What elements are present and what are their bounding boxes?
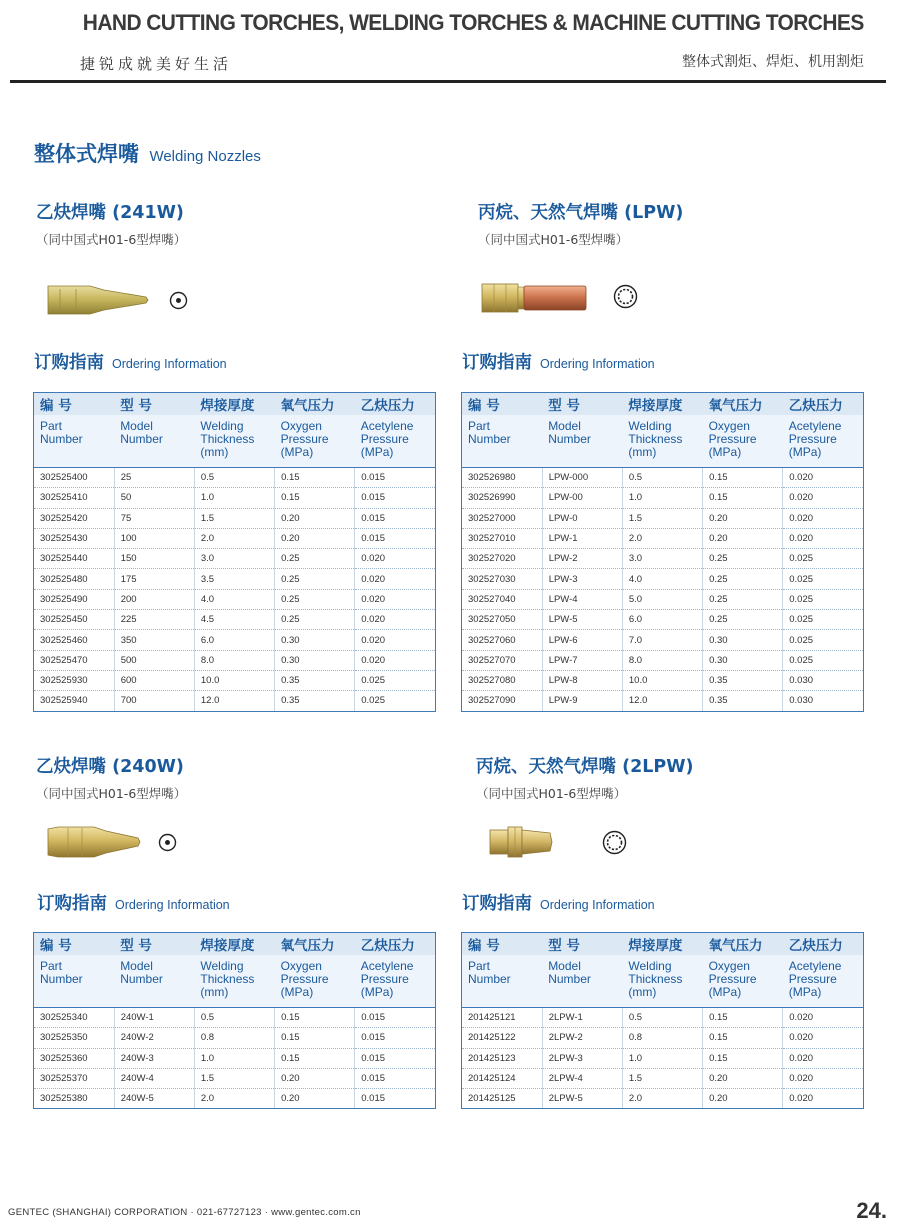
propane-nozzle-image [488,824,554,860]
acetylene-pressure-cell: 0.015 [355,1068,435,1088]
oxygen-pressure-cell: 0.25 [703,610,783,630]
model-number-cell: 240W-4 [114,1068,194,1088]
oxygen-pressure-cell: 0.35 [275,670,355,690]
table-header-row-en [462,955,863,1008]
model-number-cell: LPW-3 [542,569,622,589]
acetylene-pressure-cell: 0.025 [783,549,863,569]
model-number-cell: 50 [114,488,194,508]
product-subtitle-241w: （同中国式H01-6型焊嘴） [36,232,187,247]
product-title-2lpw: 丙烷、天然气焊嘴 (2LPW) [476,757,694,777]
welding-thickness-cell: 0.8 [194,1028,274,1048]
ordering-heading-cn: 订购指南 [37,894,107,914]
model-number-cell: 2LPW-1 [542,1008,622,1028]
model-number-cell: LPW-5 [542,610,622,630]
table-row [34,691,435,711]
welding-thickness-cell: 3.5 [194,569,274,589]
product-title-241w: 乙炔焊嘴 (241W) [36,203,184,223]
acetylene-pressure-cell: 0.025 [355,670,435,690]
product-title-240w: 乙炔焊嘴 (240W) [36,757,184,777]
header-part-number-en: Part Number [462,955,542,1008]
ordering-heading-cn: 订购指南 [462,353,532,373]
model-number-cell: LPW-7 [542,650,622,670]
header-model-number-en: Model Number [542,415,622,468]
model-number-cell: 75 [114,508,194,528]
part-number-cell: 302525410 [34,488,114,508]
part-number-cell: 302527040 [462,589,542,609]
acetylene-pressure-cell: 0.020 [783,1028,863,1048]
acetylene-pressure-cell: 0.020 [783,1008,863,1028]
section-title-en: Welding Nozzles [149,148,261,165]
acetylene-pressure-cell: 0.025 [361,695,386,707]
part-number-cell: 302525930 [34,670,114,690]
welding-thickness-cell: 8.0 [194,650,274,670]
acetylene-pressure-cell: 0.015 [361,1093,386,1105]
model-number-cell: 25 [114,468,194,488]
part-number-cell: 302527030 [462,569,542,589]
part-number-cell: 302526980 [462,468,542,488]
oxygen-pressure-cell: 0.30 [703,630,783,650]
header-part-number-en: Part Number [34,415,114,468]
acetylene-pressure-cell: 0.020 [783,1068,863,1088]
table-row [34,610,435,630]
table-header-row-cn [34,393,435,415]
section-title [34,138,261,168]
header-part-number-cn: 编 号 [34,393,114,415]
ordering-heading-2lpw [462,890,655,915]
header-model-number-cn: 型 号 [542,933,622,955]
model-number-cell: 240W-1 [114,1008,194,1028]
table-row [34,508,435,528]
header-model-number-en: Model Number [114,415,194,468]
oxygen-pressure-cell: 0.15 [703,1048,783,1068]
model-number-cell: LPW-1 [542,528,622,548]
oxygen-pressure-cell: 0.20 [703,1068,783,1088]
acetylene-pressure-cell: 0.025 [783,610,863,630]
header-acetylene-pressure-en: Acetylene Pressure (MPa) [355,955,435,1008]
table-row [34,650,435,670]
acetylene-pressure-cell: 0.015 [355,1048,435,1068]
oxygen-pressure-cell: 0.25 [275,549,355,569]
welding-thickness-cell: 12.0 [194,691,274,711]
acetylene-pressure-cell: 0.020 [783,468,863,488]
table-body [34,1008,435,1109]
header-welding-thickness-cn: 焊接厚度 [194,933,274,955]
welding-thickness-cell: 0.5 [622,468,702,488]
ordering-heading-en: Ordering Information [112,357,227,371]
oxygen-pressure-cell: 0.25 [703,569,783,589]
part-number-cell: 302527010 [462,528,542,548]
part-number-cell: 302527050 [462,610,542,630]
welding-thickness-cell: 0.5 [194,1008,274,1028]
oxygen-pressure-cell: 0.20 [275,1068,355,1088]
welding-thickness-cell: 1.5 [194,1068,274,1088]
single-hole-symbol-icon [158,833,177,852]
table-row [462,691,863,711]
welding-thickness-cell: 1.0 [194,488,274,508]
ordering-heading-en: Ordering Information [115,898,230,912]
welding-thickness-cell: 5.0 [622,589,702,609]
oxygen-pressure-cell: 0.15 [703,468,783,488]
header-part-number-en: Part Number [34,955,114,1008]
part-number-cell: 302525380 [34,1089,114,1109]
oxygen-pressure-cell: 0.30 [275,630,355,650]
multi-hole-symbol-icon [602,830,627,855]
section-title-cn: 整体式焊嘴 [34,142,139,166]
header-acetylene-pressure-cn: 乙炔压力 [783,393,863,415]
acetylene-pressure-cell: 0.015 [355,468,435,488]
header-acetylene-pressure-en: Acetylene Pressure (MPa) [783,955,863,1008]
oxygen-pressure-cell: 0.20 [703,528,783,548]
spec-table-241w [33,392,436,712]
page-header-title: HAND CUTTING TORCHES, WELDING TORCHES & MACHINE CUTTING TORCHES [83,10,864,35]
header-divider [10,80,886,83]
part-number-cell: 302527000 [462,508,542,528]
acetylene-pressure-cell: 0.025 [783,630,863,650]
table-row [462,589,863,609]
oxygen-pressure-cell: 0.25 [275,610,355,630]
part-number-cell: 302525450 [34,610,114,630]
oxygen-pressure-cell: 0.15 [703,488,783,508]
oxygen-pressure-cell: 0.25 [275,569,355,589]
header-part-number-cn: 编 号 [462,933,542,955]
table-row [462,1089,863,1109]
table-body [462,468,863,711]
part-number-cell: 302525490 [34,589,114,609]
welding-thickness-cell: 3.0 [622,549,702,569]
table-row [462,1008,863,1028]
acetylene-pressure-cell: 0.015 [355,508,435,528]
table-row [462,569,863,589]
header-welding-thickness-cn: 焊接厚度 [622,393,702,415]
ordering-heading-241w [34,349,227,374]
table-row [34,549,435,569]
model-number-cell: 225 [114,610,194,630]
table-row [34,589,435,609]
part-number-cell: 302525460 [34,630,114,650]
part-number-cell: 201425125 [462,1089,542,1109]
table-row [34,488,435,508]
oxygen-pressure-cell: 0.25 [703,549,783,569]
part-number-cell: 302525470 [34,650,114,670]
model-number-cell: 175 [114,569,194,589]
footer-company-info: GENTEC (SHANGHAI) CORPORATION · 021-67727123 · www.gentec.com.cn [8,1207,361,1218]
table-row [462,549,863,569]
table-row [34,569,435,589]
header-part-number-cn: 编 号 [34,933,114,955]
model-number-cell: LPW-6 [542,630,622,650]
table-row [34,670,435,690]
model-number-cell: 2LPW-3 [542,1048,622,1068]
acetylene-nozzle-image [46,283,150,317]
spec-table-2lpw [461,932,864,1109]
part-number-cell: 201425124 [462,1068,542,1088]
welding-thickness-cell: 12.0 [622,691,702,711]
table-header-row-en [34,955,435,1008]
part-number-cell: 302525940 [34,691,114,711]
header-oxygen-pressure-en: Oxygen Pressure (MPa) [703,415,783,468]
oxygen-pressure-cell: 0.15 [275,488,355,508]
welding-thickness-cell: 1.0 [622,1048,702,1068]
table-row [462,670,863,690]
part-number-cell: 302526990 [462,488,542,508]
part-number-cell: 302527060 [462,630,542,650]
header-acetylene-pressure-cn: 乙炔压力 [355,933,435,955]
oxygen-pressure-cell: 0.15 [703,1008,783,1028]
header-model-number-en: Model Number [114,955,194,1008]
header-acetylene-pressure-en: Acetylene Pressure (MPa) [783,415,863,468]
welding-thickness-cell: 3.0 [194,549,274,569]
model-number-cell: 2LPW-4 [542,1068,622,1088]
header-oxygen-pressure-cn: 氧气压力 [703,933,783,955]
header-part-number-en: Part Number [462,415,542,468]
acetylene-pressure-cell: 0.015 [355,488,435,508]
oxygen-pressure-cell: 0.20 [703,1089,783,1109]
header-acetylene-pressure-cn: 乙炔压力 [783,933,863,955]
acetylene-pressure-cell: 0.030 [789,695,814,707]
oxygen-pressure-cell: 0.25 [703,589,783,609]
acetylene-nozzle-image [46,825,142,859]
table-row [462,610,863,630]
oxygen-pressure-cell: 0.20 [703,508,783,528]
acetylene-pressure-cell: 0.025 [783,589,863,609]
welding-thickness-cell: 1.0 [194,1048,274,1068]
model-number-cell: 240W-3 [114,1048,194,1068]
acetylene-pressure-cell: 0.015 [355,528,435,548]
model-number-cell: LPW-8 [542,670,622,690]
oxygen-pressure-cell: 0.15 [275,468,355,488]
oxygen-pressure-cell: 0.15 [275,1008,355,1028]
table-header-row-cn [462,933,863,955]
header-welding-thickness-en: Welding Thickness (mm) [194,955,274,1008]
part-number-cell: 201425122 [462,1028,542,1048]
part-number-cell: 302527090 [462,691,542,711]
welding-thickness-cell: 10.0 [622,670,702,690]
header-welding-thickness-en: Welding Thickness (mm) [622,415,702,468]
model-number-cell: 200 [114,589,194,609]
model-number-cell: LPW-0 [542,508,622,528]
model-number-cell: 240W-2 [114,1028,194,1048]
table-row [34,630,435,650]
acetylene-pressure-cell: 0.020 [355,610,435,630]
welding-thickness-cell: 2.0 [194,528,274,548]
part-number-cell: 302525370 [34,1068,114,1088]
part-number-cell: 302525400 [34,468,114,488]
acetylene-pressure-cell: 0.020 [783,508,863,528]
oxygen-pressure-cell: 0.20 [275,508,355,528]
welding-thickness-cell: 0.8 [622,1028,702,1048]
part-number-cell: 302527020 [462,549,542,569]
table-row [462,1048,863,1068]
spec-table-lpw [461,392,864,712]
propane-nozzle-image [480,281,590,315]
oxygen-pressure-cell: 0.35 [703,670,783,690]
table-row [34,1048,435,1068]
ordering-heading-240w [37,890,230,915]
product-title-lpw: 丙烷、天然气焊嘴 (LPW) [478,203,684,223]
oxygen-pressure-cell: 0.15 [703,1028,783,1048]
spec-table-240w [33,932,436,1109]
header-oxygen-pressure-en: Oxygen Pressure (MPa) [703,955,783,1008]
welding-thickness-cell: 1.5 [622,1068,702,1088]
table-row [34,1068,435,1088]
ordering-heading-cn: 订购指南 [462,894,532,914]
part-number-cell: 302525420 [34,508,114,528]
oxygen-pressure-cell: 0.15 [275,1028,355,1048]
welding-thickness-cell: 6.0 [194,630,274,650]
acetylene-pressure-cell: 0.025 [783,569,863,589]
model-number-cell: LPW-2 [542,549,622,569]
acetylene-pressure-cell: 0.020 [355,630,435,650]
single-hole-symbol-icon [169,291,188,310]
welding-thickness-cell: 10.0 [194,670,274,690]
part-number-cell: 302527070 [462,650,542,670]
model-number-cell: 600 [114,670,194,690]
table-header-row-cn [34,933,435,955]
welding-thickness-cell: 4.5 [194,610,274,630]
table-row [462,1028,863,1048]
ordering-heading-cn: 订购指南 [34,353,104,373]
welding-thickness-cell: 2.0 [194,1089,274,1109]
part-number-cell: 201425123 [462,1048,542,1068]
oxygen-pressure-cell: 0.35 [703,691,783,711]
header-model-number-cn: 型 号 [542,393,622,415]
acetylene-pressure-cell: 0.020 [355,650,435,670]
header-oxygen-pressure-cn: 氧气压力 [275,933,355,955]
part-number-cell: 302525350 [34,1028,114,1048]
header-welding-thickness-cn: 焊接厚度 [194,393,274,415]
table-row [462,468,863,488]
acetylene-pressure-cell: 0.020 [783,1048,863,1068]
page-number: 24. [856,1198,887,1223]
part-number-cell: 302527080 [462,670,542,690]
table-body [462,1008,863,1109]
acetylene-pressure-cell: 0.030 [783,670,863,690]
part-number-cell: 302525480 [34,569,114,589]
model-number-cell: 150 [114,549,194,569]
header-oxygen-pressure-en: Oxygen Pressure (MPa) [275,415,355,468]
model-number-cell: LPW-4 [542,589,622,609]
model-number-cell: 100 [114,528,194,548]
welding-thickness-cell: 4.0 [194,589,274,609]
acetylene-pressure-cell: 0.025 [783,650,863,670]
header-model-number-cn: 型 号 [114,933,194,955]
welding-thickness-cell: 8.0 [622,650,702,670]
model-number-cell: 700 [114,691,194,711]
model-number-cell: 240W-5 [114,1089,194,1109]
header-oxygen-pressure-cn: 氧气压力 [703,393,783,415]
welding-thickness-cell: 0.5 [622,1008,702,1028]
welding-thickness-cell: 6.0 [622,610,702,630]
welding-thickness-cell: 1.0 [622,488,702,508]
table-row [34,468,435,488]
model-number-cell: 2LPW-5 [542,1089,622,1109]
table-header-row-en [462,415,863,468]
table-row [34,1028,435,1048]
multi-hole-symbol-icon [613,284,638,309]
page-header-subtitle: 整体式割炬、焊炬、机用割炬 [682,54,864,70]
table-row [462,508,863,528]
oxygen-pressure-cell: 0.30 [275,650,355,670]
welding-thickness-cell: 1.5 [622,508,702,528]
table-row [462,630,863,650]
acetylene-pressure-cell: 0.020 [783,528,863,548]
table-row [462,650,863,670]
oxygen-pressure-cell: 0.20 [275,1089,355,1109]
table-body [34,468,435,711]
table-row [462,528,863,548]
table-header-row-en [34,415,435,468]
oxygen-pressure-cell: 0.35 [275,691,355,711]
header-welding-thickness-en: Welding Thickness (mm) [622,955,702,1008]
model-number-cell: LPW-9 [542,691,622,711]
oxygen-pressure-cell: 0.25 [275,589,355,609]
acetylene-pressure-cell: 0.020 [783,488,863,508]
acetylene-pressure-cell: 0.020 [355,549,435,569]
part-number-cell: 302525440 [34,549,114,569]
model-number-cell: 500 [114,650,194,670]
welding-thickness-cell: 0.5 [194,468,274,488]
product-subtitle-lpw: （同中国式H01-6型焊嘴） [478,232,629,247]
welding-thickness-cell: 2.0 [622,1089,702,1109]
header-model-number-cn: 型 号 [114,393,194,415]
header-oxygen-pressure-cn: 氧气压力 [275,393,355,415]
table-row [462,1068,863,1088]
brand-slogan: 捷锐成就美好生活 [80,55,233,73]
ordering-heading-en: Ordering Information [540,898,655,912]
header-welding-thickness-en: Welding Thickness (mm) [194,415,274,468]
welding-thickness-cell: 2.0 [622,528,702,548]
oxygen-pressure-cell: 0.20 [275,528,355,548]
oxygen-pressure-cell: 0.15 [275,1048,355,1068]
model-number-cell: 350 [114,630,194,650]
model-number-cell: LPW-00 [542,488,622,508]
header-model-number-en: Model Number [542,955,622,1008]
welding-thickness-cell: 4.0 [622,569,702,589]
oxygen-pressure-cell: 0.30 [703,650,783,670]
part-number-cell: 302525430 [34,528,114,548]
part-number-cell: 302525340 [34,1008,114,1028]
table-row [34,1089,435,1109]
part-number-cell: 201425121 [462,1008,542,1028]
header-welding-thickness-cn: 焊接厚度 [622,933,702,955]
welding-thickness-cell: 7.0 [622,630,702,650]
acetylene-pressure-cell: 0.020 [355,589,435,609]
acetylene-pressure-cell: 0.020 [355,569,435,589]
header-acetylene-pressure-en: Acetylene Pressure (MPa) [355,415,435,468]
part-number-cell: 302525360 [34,1048,114,1068]
product-subtitle-240w: （同中国式H01-6型焊嘴） [36,786,187,801]
table-header-row-cn [462,393,863,415]
table-row [34,1008,435,1028]
model-number-cell: 2LPW-2 [542,1028,622,1048]
product-subtitle-2lpw: （同中国式H01-6型焊嘴） [476,786,627,801]
acetylene-pressure-cell: 0.020 [789,1093,814,1105]
model-number-cell: LPW-000 [542,468,622,488]
table-row [34,528,435,548]
header-oxygen-pressure-en: Oxygen Pressure (MPa) [275,955,355,1008]
header-part-number-cn: 编 号 [462,393,542,415]
acetylene-pressure-cell: 0.015 [355,1028,435,1048]
table-row [462,488,863,508]
ordering-heading-en: Ordering Information [540,357,655,371]
acetylene-pressure-cell: 0.015 [355,1008,435,1028]
welding-thickness-cell: 1.5 [194,508,274,528]
ordering-heading-lpw [462,349,655,374]
header-acetylene-pressure-cn: 乙炔压力 [355,393,435,415]
